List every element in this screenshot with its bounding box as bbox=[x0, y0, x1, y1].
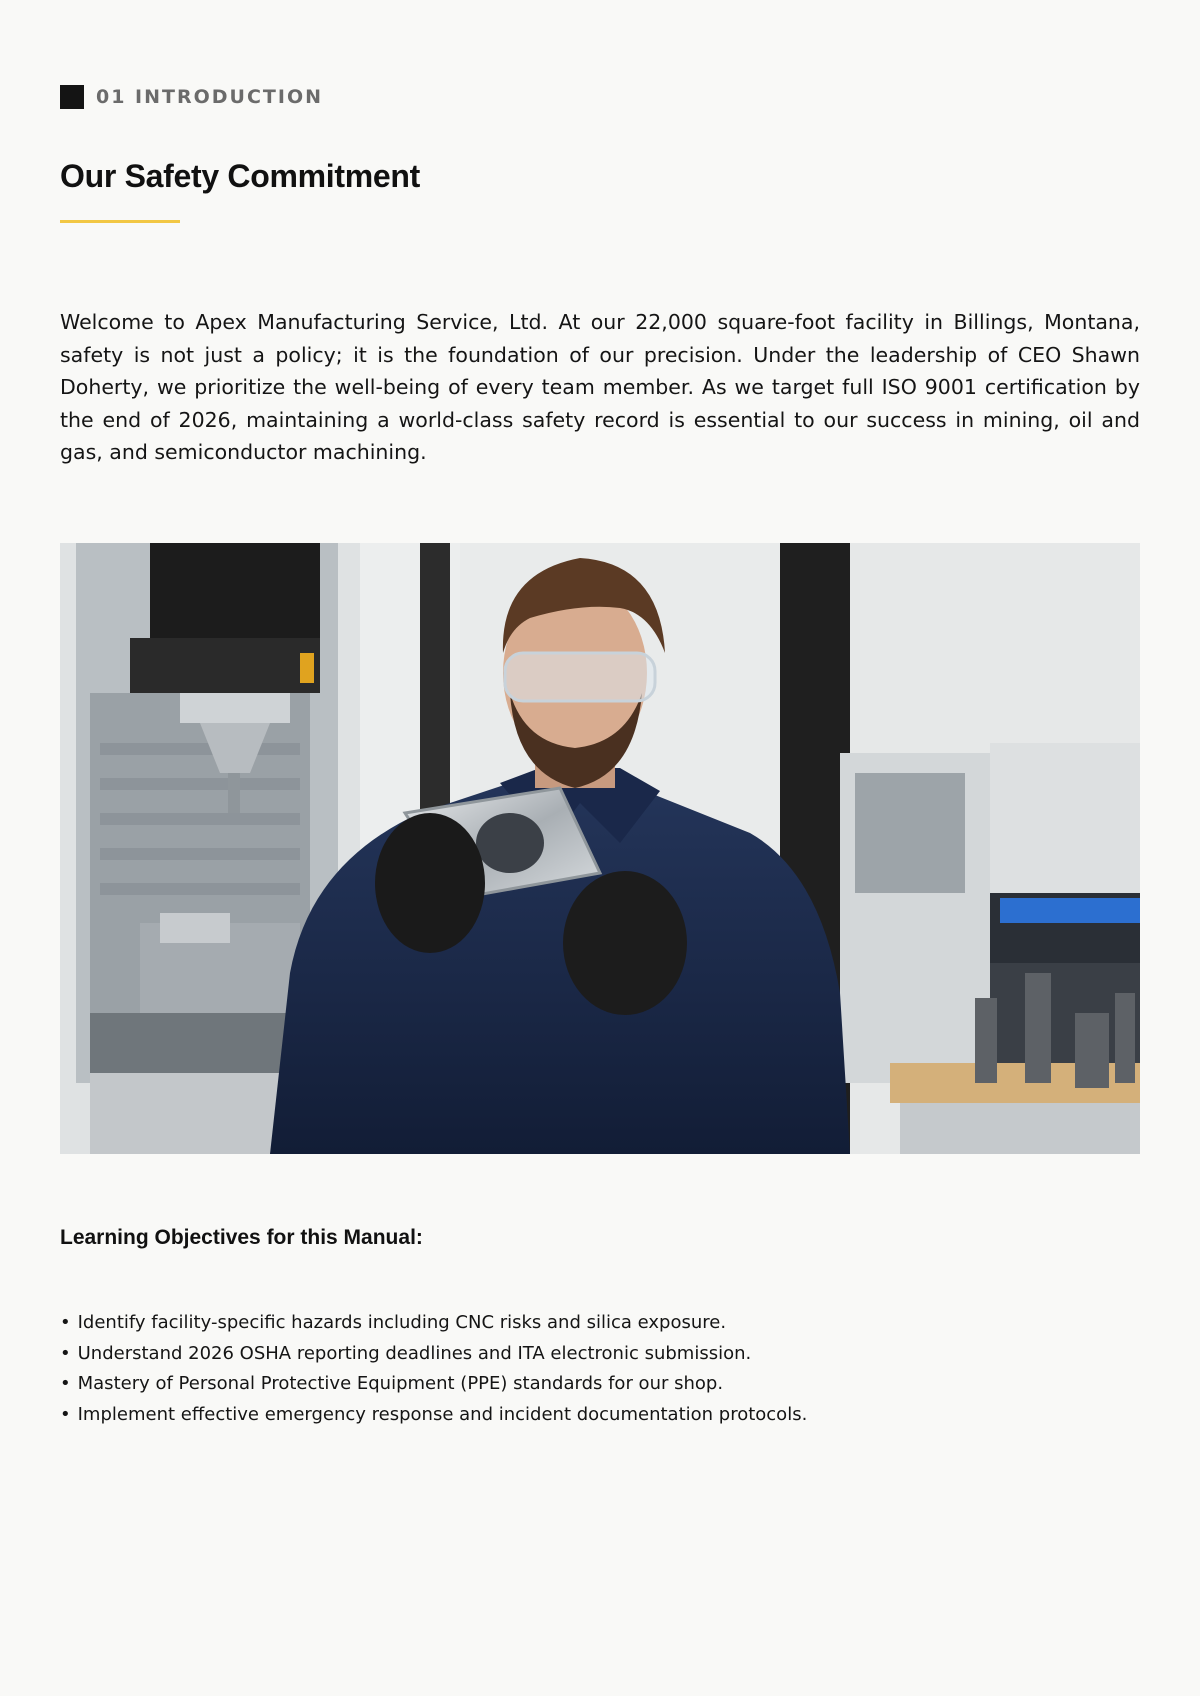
photo-illustration bbox=[60, 543, 1140, 1154]
objectives-list bbox=[60, 1308, 807, 1430]
section-label: 01 INTRODUCTION bbox=[96, 86, 323, 108]
title-accent-rule bbox=[60, 220, 180, 223]
machinist-photo bbox=[60, 543, 1140, 1154]
objective-item: • Identify facility-specific hazards including CNC risks and silica exposure. bbox=[60, 1308, 807, 1339]
objective-item: • Understand 2026 OSHA reporting deadlines and ITA electronic submission. bbox=[60, 1339, 807, 1370]
section-square-icon bbox=[60, 85, 84, 109]
section-tag bbox=[60, 84, 323, 110]
objective-item: • Implement effective emergency response and incident documentation protocols. bbox=[60, 1400, 807, 1431]
intro-paragraph: Welcome to Apex Manufacturing Service, Ltd. At our 22,000 square-foot facility in Billings, Montana, safety is not just a policy; it is the foundation of our precision. Under the leadership of CEO Shawn Doherty, we prioritize the well-being of every team member. As we target full ISO 9001 certification by the end of 2026, maintaining a world-class safety record is essential to our success in mining, oil and gas, and semiconductor machining. bbox=[60, 310, 1140, 464]
page-title: Our Safety Commitment bbox=[60, 158, 420, 194]
objectives-heading: Learning Objectives for this Manual: bbox=[60, 1226, 423, 1249]
objective-item: • Mastery of Personal Protective Equipment (PPE) standards for our shop. bbox=[60, 1369, 807, 1400]
